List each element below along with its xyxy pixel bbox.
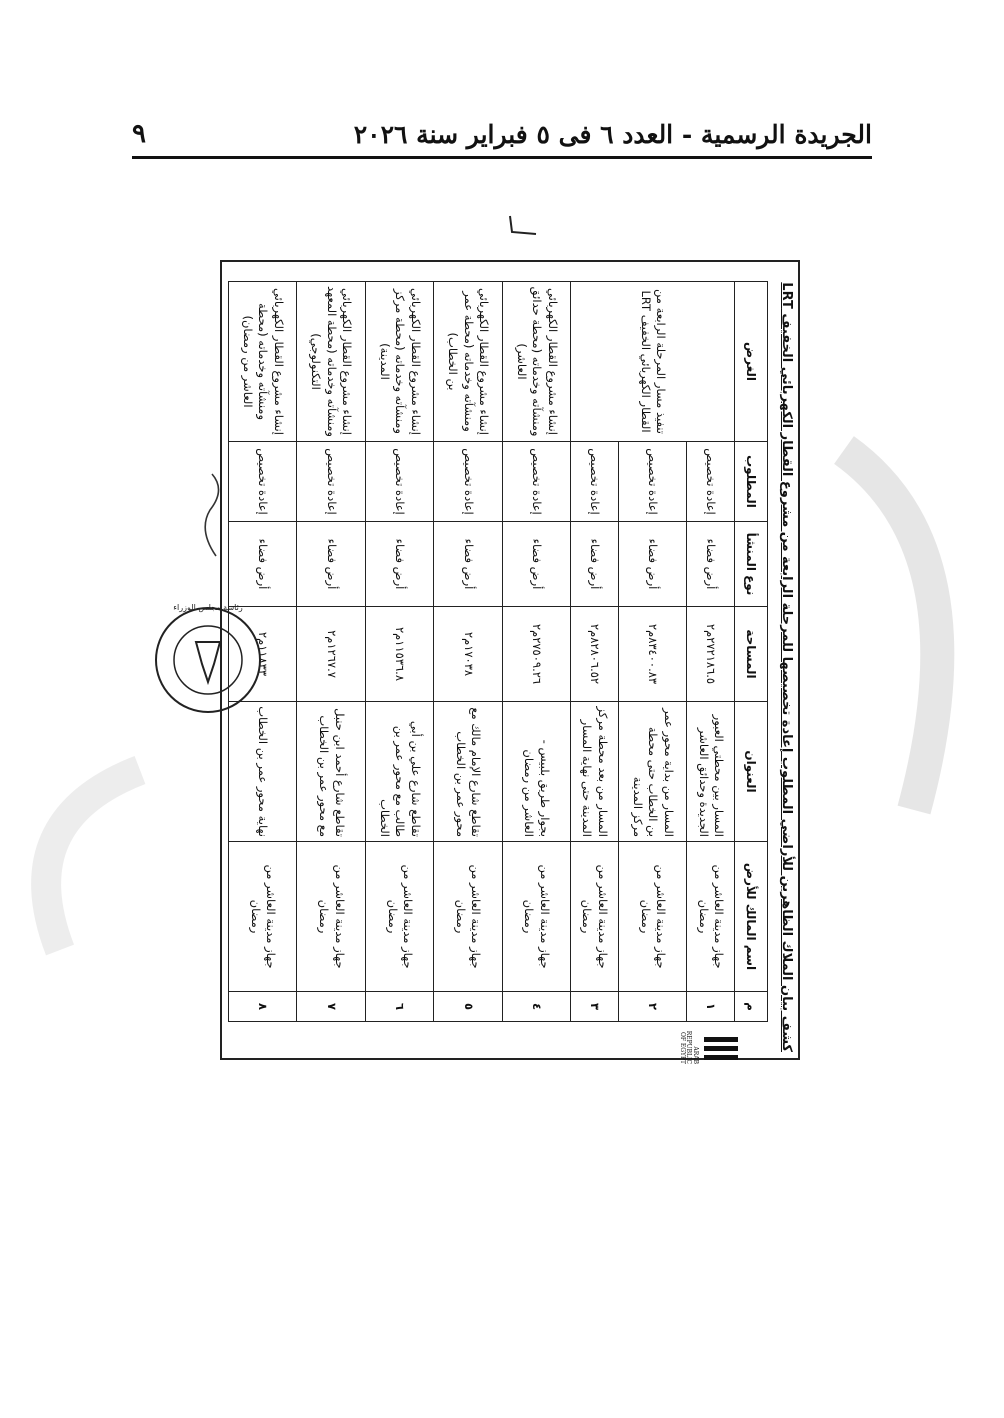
col-header-type: نوع المنشأ bbox=[735, 522, 768, 607]
row-type: أرض فضاء bbox=[502, 522, 570, 607]
row-type: أرض فضاء bbox=[434, 522, 502, 607]
row-address: المسار بين محطتي العبور الجديدة وحدائق العاشر bbox=[687, 702, 735, 842]
row-required: إعادة تخصيص bbox=[687, 442, 735, 522]
row-no: ٢ bbox=[618, 992, 686, 1022]
row-address: المسار من بعد محطة مركز المدينة حتى نهاية المسار bbox=[571, 702, 619, 842]
row-purpose: إنشاء مشروع القطار الكهربائي ومنشآته وخدماته (محطة عمر بن الخطاب) bbox=[434, 282, 502, 442]
table-row bbox=[297, 282, 365, 1022]
row-owner: جهاز مدينة العاشر من رمضان bbox=[297, 842, 365, 992]
row-purpose: إنشاء مشروع القطار الكهربائي ومنشآته وخدماته (محطة المعهد التكنولوجي) bbox=[297, 282, 365, 442]
row-no: ٥ bbox=[434, 992, 502, 1022]
row-no: ٨ bbox=[229, 992, 297, 1022]
col-header-no: م bbox=[735, 992, 768, 1022]
row-address: تقاطع شارع أحمد ابن حنبل مع محور عمر بن الخطاب bbox=[297, 702, 365, 842]
row-no: ٤ bbox=[502, 992, 570, 1022]
row-owner: جهاز مدينة العاشر من رمضان bbox=[571, 842, 619, 992]
row-required: إعادة تخصيص bbox=[297, 442, 365, 522]
table-header-row bbox=[735, 282, 768, 1022]
row-required: إعادة تخصيص bbox=[229, 442, 297, 522]
table-row bbox=[502, 282, 570, 1022]
rotated-table-document bbox=[220, 260, 800, 1064]
handwritten-mark bbox=[508, 214, 538, 236]
row-owner: جهاز مدينة العاشر من رمضان bbox=[434, 842, 502, 992]
row-type: أرض فضاء bbox=[618, 522, 686, 607]
table-row bbox=[434, 282, 502, 1022]
row-area: ١٧٠٣٨م٢ bbox=[434, 607, 502, 702]
col-header-required: المطلوب bbox=[735, 442, 768, 522]
col-header-address: العنوان bbox=[735, 702, 768, 842]
watermark-logo bbox=[824, 430, 1004, 830]
row-no: ٧ bbox=[297, 992, 365, 1022]
gazette-title: الجريدة الرسمية - العدد ٦ فى ٥ فبراير سنة ٢٠٢٦ bbox=[353, 119, 872, 149]
row-area: ١٢٦٧.٧م٢ bbox=[297, 607, 365, 702]
document-content bbox=[218, 262, 798, 1062]
table-row bbox=[687, 282, 735, 1022]
row-address: المسار من بداية محور عمر بن الخطاب حتى محطة مركز المدينة bbox=[618, 702, 686, 842]
row-address: تقاطع شارع علي بن أبي طالب مع محور عمر بن الخطاب bbox=[365, 702, 433, 842]
row-required: إعادة تخصيص bbox=[502, 442, 570, 522]
row-owner: جهاز مدينة العاشر من رمضان bbox=[618, 842, 686, 992]
emblem-bars bbox=[698, 1028, 738, 1062]
row-area: ٢٧٢١٨٦.٥م٢ bbox=[687, 607, 735, 702]
row-required: إعادة تخصيص bbox=[365, 442, 433, 522]
row-no: ١ bbox=[687, 992, 735, 1022]
document-title: كشف بيان الملاك الظاهرين للأراضي المطلوب إعادة تخصيصها للمرحلة الرابعة من مشروع القطار الكهربائي الخفيف LRT bbox=[779, 282, 794, 1052]
page-number: ٩ bbox=[132, 119, 146, 149]
row-purpose: إنشاء مشروع القطار الكهربائي ومنشآته وخدماته (محطة العاشر من رمضان) bbox=[229, 282, 297, 442]
land-table bbox=[228, 281, 768, 1022]
watermark-arc bbox=[0, 760, 160, 960]
row-type: أرض فضاء bbox=[297, 522, 365, 607]
row-purpose: إنشاء مشروع القطار الكهربائي ومنشآته وخدماته (محطة حدائق العاشر) bbox=[502, 282, 570, 442]
handwritten-signature bbox=[192, 470, 232, 560]
emblem-caption: ARAB REPUBLIC OF EGYPT bbox=[678, 1030, 699, 1064]
row-required: إعادة تخصيص bbox=[618, 442, 686, 522]
table-row bbox=[365, 282, 433, 1022]
row-area: ١١٥٣٦.٨م٢ bbox=[365, 607, 433, 702]
row-type: أرض فضاء bbox=[365, 522, 433, 607]
row-area: ٢٧٥٠٩.٢٦م٢ bbox=[502, 607, 570, 702]
row-owner: جهاز مدينة العاشر من رمضان bbox=[502, 842, 570, 992]
seal-text: رئاسة مجلس الوزراء bbox=[173, 603, 243, 612]
row-type: أرض فضاء bbox=[571, 522, 619, 607]
row-required: إعادة تخصيص bbox=[434, 442, 502, 522]
row-address: نهاية محور عمر بن الخطاب bbox=[229, 702, 297, 842]
col-header-owner: اسم المالك للأرض bbox=[735, 842, 768, 992]
col-header-purpose: الغرض bbox=[735, 282, 768, 442]
row-required: إعادة تخصيص bbox=[571, 442, 619, 522]
row-area: ٨٣٤٠٠.٨٣م٢ bbox=[618, 607, 686, 702]
row-type: أرض فضاء bbox=[229, 522, 297, 607]
row-address: بجوار طريق بلبيس - العاشر من رمضان bbox=[502, 702, 570, 842]
row-owner: جهاز مدينة العاشر من رمضان bbox=[687, 842, 735, 992]
row-type: أرض فضاء bbox=[687, 522, 735, 607]
row-owner: جهاز مدينة العاشر من رمضان bbox=[229, 842, 297, 992]
row-address: تقاطع شارع الإمام مالك مع محور عمر بن الخطاب bbox=[434, 702, 502, 842]
row-owner: جهاز مدينة العاشر من رمضان bbox=[365, 842, 433, 992]
row-purpose: تنفيذ مسار المرحلة الرابعة من القطار الكهربائي الخفيف LRT bbox=[571, 282, 735, 442]
row-no: ٣ bbox=[571, 992, 619, 1022]
official-seal-stamp bbox=[148, 590, 268, 730]
row-no: ٦ bbox=[365, 992, 433, 1022]
row-purpose: إنشاء مشروع القطار الكهربائي ومنشآته وخدماته (محطة مركز المدينة) bbox=[365, 282, 433, 442]
row-area: ١١٨٣٣م٢ bbox=[229, 607, 297, 702]
row-area: ٨٢٨٠٦.٥٢م٢ bbox=[571, 607, 619, 702]
page-header bbox=[132, 112, 872, 159]
col-header-area: المساحة bbox=[735, 607, 768, 702]
